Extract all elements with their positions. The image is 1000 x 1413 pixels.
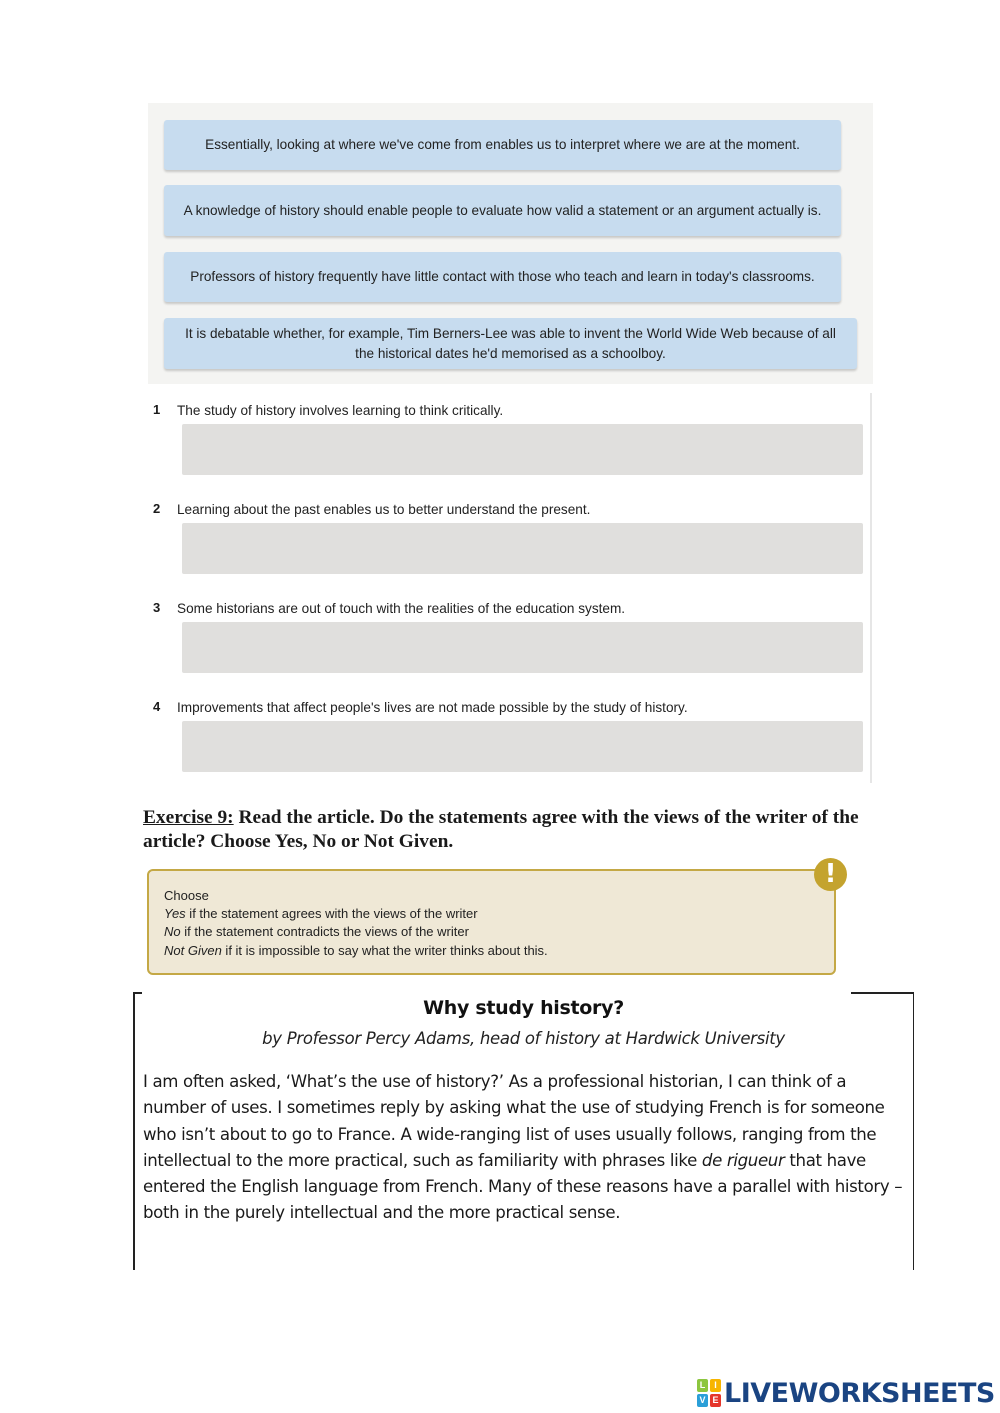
article-body [143, 1069, 905, 1227]
frame-border-top-left [133, 992, 142, 994]
answer-drop-zone-4[interactable] [182, 721, 863, 772]
statement-card-4[interactable]: It is debatable whether, for example, Tim Berners-Lee was able to invent the World Wide Web because of all the historical dates he'd memorised as a schoolboy. [164, 318, 857, 369]
instruction-line-no [164, 923, 819, 941]
questions-panel [148, 393, 872, 783]
term-no: No [164, 924, 181, 940]
exercise-heading [143, 806, 903, 854]
instruction-text: if the statement contradicts the views of the writer [180, 924, 469, 940]
liveworksheets-logo [697, 1378, 995, 1408]
question-text: Learning about the past enables us to better understand the present. [177, 502, 591, 517]
logo-letter: I [710, 1379, 721, 1392]
question-number: 1 [153, 402, 161, 417]
instruction-box [147, 869, 836, 975]
instruction-heading: Choose [164, 888, 209, 903]
question-number: 4 [153, 699, 161, 714]
article-title: Why study history? [423, 997, 624, 1019]
logo-blocks-icon [697, 1379, 721, 1407]
statements-panel [148, 103, 873, 384]
article-frame [133, 992, 914, 1270]
logo-text: LIVEWORKSHEETS [724, 1377, 995, 1409]
question-number: 2 [153, 501, 161, 516]
statement-card-2[interactable]: A knowledge of history should enable people to evaluate how valid a statement or an argument actually is. [164, 185, 841, 236]
term-not-given: Not Given [164, 942, 222, 958]
exercise-label: Exercise 9: [143, 807, 234, 828]
statement-card-3[interactable]: Professors of history frequently have little contact with those who teach and learn in today's classrooms. [164, 252, 841, 302]
frame-border-top-right [851, 992, 914, 994]
exercise-instruction: Read the article. Do the statements agree with the views of the writer of the article? Choose Yes, No or Not Given. [143, 807, 859, 852]
instruction-text: if it is impossible to say what the writer thinks about this. [221, 942, 548, 958]
question-text: Some historians are out of touch with the realities of the education system. [177, 601, 626, 616]
answer-drop-zone-2[interactable] [182, 523, 863, 574]
exclamation-icon: ! [814, 858, 847, 891]
logo-letter: L [697, 1379, 708, 1392]
term-yes: Yes [164, 906, 186, 922]
answer-drop-zone-3[interactable] [182, 622, 863, 673]
logo-letter: V [697, 1394, 708, 1407]
question-number: 3 [153, 600, 161, 615]
statement-card-1[interactable]: Essentially, looking at where we've come from enables us to interpret where we are at the moment. [164, 120, 841, 170]
question-text: Improvements that affect people's lives are not made possible by the study of history. [177, 700, 688, 715]
article-text: that have entered the English language from French. Many of these reasons have a parallel with history – both in the purely intellectual and the more practical sense. [143, 1150, 903, 1223]
instruction-text: if the statement agrees with the views of the writer [185, 906, 478, 922]
logo-letter: E [710, 1394, 721, 1407]
article-italic-phrase: de rigueur [701, 1150, 785, 1170]
article-byline: by Professor Percy Adams, head of history at Hardwick University [262, 1029, 785, 1048]
instruction-line-not-given [164, 942, 819, 960]
answer-drop-zone-1[interactable] [182, 424, 863, 475]
article-text: I am often asked, ‘What’s the use of history?’ As a professional historian, I can think of a number of uses. I sometimes reply by asking what the use of studying French is for someone who isn’t about to go to France. A wide-ranging list of uses usually follows, ranging from the intellectual to the more practical, such as familiarity with phrases like [143, 1072, 885, 1170]
instruction-line-yes [164, 905, 819, 923]
question-text: The study of history involves learning to think critically. [177, 403, 504, 418]
